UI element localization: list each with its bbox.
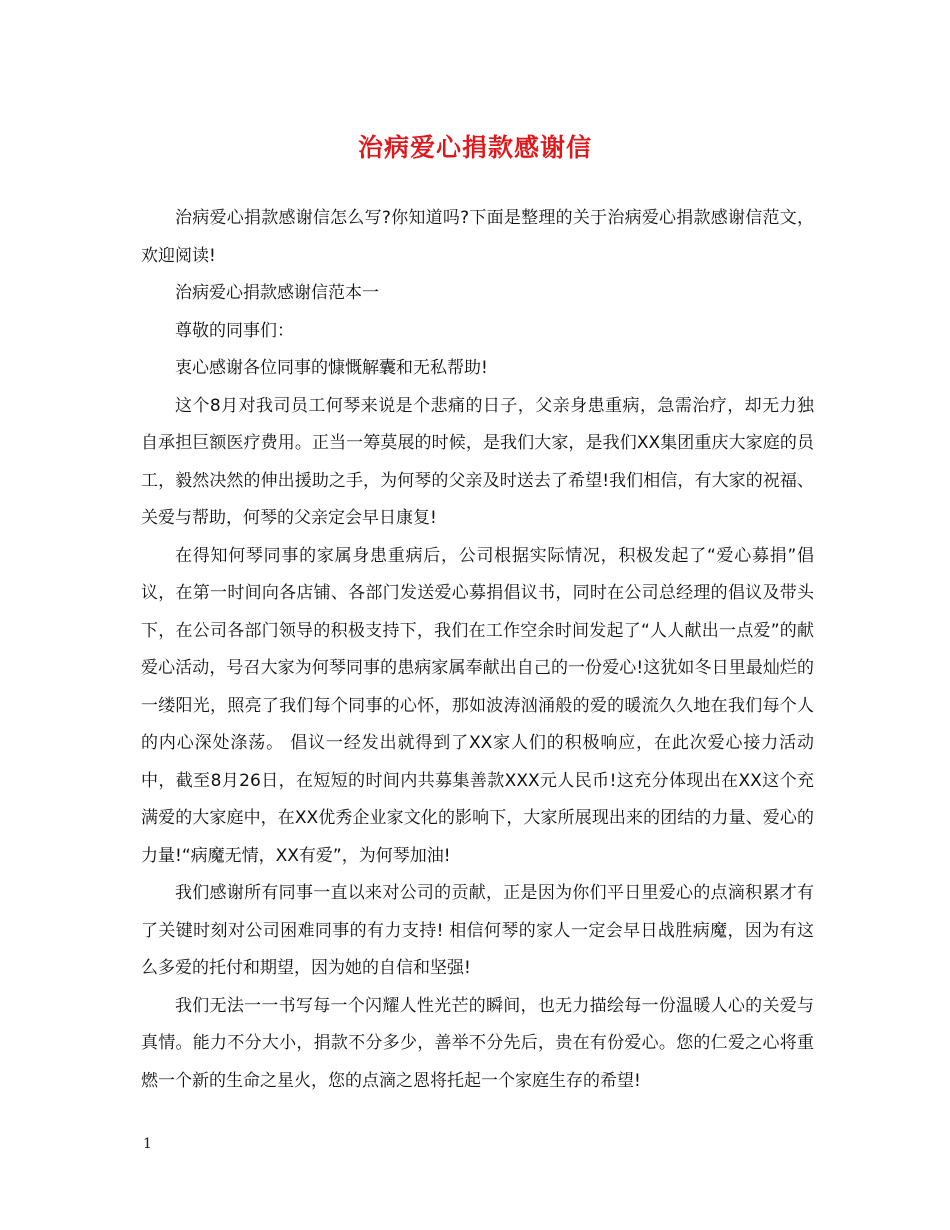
sample-heading: 治病爱心捐款感谢信范本一 (175, 283, 379, 303)
body-paragraph-1: 这个8月对我司员工何琴来说是个悲痛的日子，父亲身患重病，急需治疗，却无力独自承担巨额医疗费用。正当一筹莫展的时候，是我们大家，是我们XX集团重庆大家庭的员工，毅然决然的伸出援助之手，为何琴的父亲及时送去了希望!我们相信，有大家的祝福、关爱与帮助，何琴的父亲定会早日康复! (141, 395, 814, 528)
body-paragraph-2: 在得知何琴同事的家属身患重病后，公司根据实际情况，积极发起了“爱心募捐”倡议，在第一时间向各店铺、各部门发送爱心募捐倡议书，同时在公司总经理的倡议及带头下，在公司各部门领导的积极支持下，我们在工作空余时间发起了“人人献出一点爱”的献爱心活动，号召大家为何琴同事的患病家属奉献出自己的一份爱心!这犹如冬日里最灿烂的一缕阳光，照亮了我们每个同事的心怀，那如波涛汹涌般的爱的暖流久久地在我们每个人的内心深处涤荡。 倡议一经发出就得到了XX家人们的积极响应，在此次爱心接力活动中，截至8月26日，在短短的时间内共募集善款XXX元人民币!这充分体现出在XX这个充满爱的大家庭中，在XX优秀企业家文化的影响下，大家所展现出来的团结的力量、爱心的力量!“病魔无情，XX有爱”，为何琴加油! (141, 545, 814, 866)
intro-paragraph: 治病爱心捐款感谢信怎么写?你知道吗?下面是整理的关于治病爱心捐款感谢信范文，欢迎阅读! (141, 208, 814, 266)
page-number: 1 (143, 1136, 152, 1152)
page-title: 治病爱心捐款感谢信 (357, 133, 592, 162)
salutation: 尊敬的同事们： (175, 320, 294, 341)
body-paragraph-4: 我们无法一一书写每一个闪耀人性光芒的瞬间，也无力描绘每一份温暖人心的关爱与真情。能力不分大小，捐款不分多少，善举不分先后，贵在有份爱心。您的仁爱之心将重燃一个新的生命之星火，您的点滴之恩将托起一个家庭生存的希望! (141, 995, 814, 1091)
document-body (141, 200, 814, 1100)
thanks-paragraph: 衷心感谢各位同事的慷慨解囊和无私帮助! (175, 358, 488, 378)
body-paragraph-3: 我们感谢所有同事一直以来对公司的贡献，正是因为你们平日里爱心的点滴积累才有了关键时刻对公司困难同事的有力支持! 相信何琴的家人一定会早日战胜病魔，因为有这么多爱的托付和期望，因为她的自信和坚强! (141, 883, 814, 978)
